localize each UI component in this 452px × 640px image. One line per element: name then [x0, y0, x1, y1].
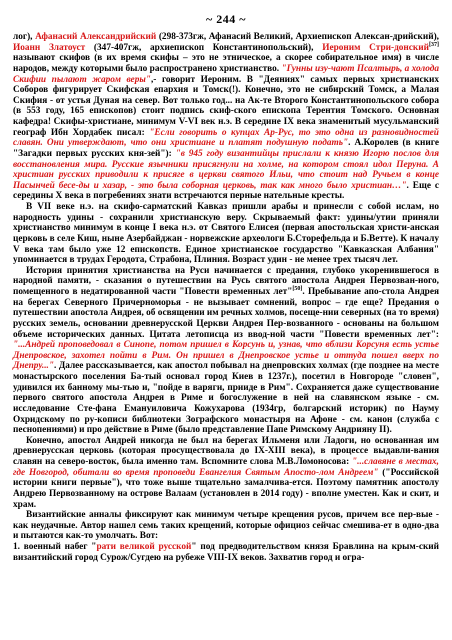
highlighted-text: "Гунны изу-чают Псалтырь, а холода Скифии пылают жаром веры": [13, 63, 439, 85]
highlighted-text: "Если говорить о купцах Ар-Рус, то это одна из разновидностей славян. Они утверждают, что они христиане и платят подушную подать": [13, 127, 439, 149]
text-run: называют скифов (в их время скифы – это не этническое, а скорее собирательное имя) в числе народов, между которыми было распространено христианство.: [13, 53, 439, 74]
paragraph-2: В VII веке н.э. на скифо-сарматский Кавказ пришли арабы и принесли с собой ислам, но народность удины - сохранили христианскую веру. Скрываемый факт: удины/утии приняли христианство минимум в конце I века н.э. от Святого Елисея (первая апостольская христи-анская церковь в селе Киш, ныне Азербайджан - норвежские археологи Б.Сторефельда и Б.Ветте). К началу V века там было уже 12 епископств. Единое христианское государство "Кавказская Албания" упоминается в трудах Геродота, Страбона, Плиния. Возраст удин - не менее трех тысяч лет.: [13, 202, 439, 266]
text-run: . Далее рассказывается, как апостол побывал на днепровских холмах (где позднее на месте монастырского поселения Ба-тый основал город Киев в 1237г.), посетил в Новгороде "словен", удивился их банному мы-тью и, "пойде в варяги, прииде в Рим". Сохраняется даже существование первого святого апостола Андрея в Риме и богослужение в ней на славянском языке - см. исследование Сте-фана Емануиловича Кожухарова (1934гр, болгарский историк) по Науму Охридскому по ру-кописи библиотеки Зографского монастыря на Афоне - см. канон (служба с песнопениями) и про действие в Риме (было представление Папе Римскому Андрияну II).: [13, 361, 439, 436]
footnote-ref: [37]: [428, 41, 439, 48]
footnote-ref: [50]: [292, 285, 303, 292]
text-run: " под предводительством князя Бравлина на крым-ский византийский город Сурож/Сугдею на рубеже VIII-IX веков. Захватив город и огра-: [13, 542, 440, 563]
text-run: ("Российской истории книги первые"), что тоже выше тщательно замалчива-ется. Поэтому памятник апостолу Андрею Первозванному на острове Валаам (установлен в 2014 году) - вполне уместен. Как и скит, и храм.: [13, 467, 439, 510]
highlighted-text: "...славяне в местах, где Новгород, обитали во время проповеди Евангелия Святым Апосто-лом Андреем": [13, 457, 439, 478]
paragraph-4: [13, 436, 439, 510]
highlighted-text: "в 945 году византийцы прислали к князю Игорю послов для восстановления мира. Русские язычники присягнули на холме, на котором стоял идол Перуна. А христиан русских приводили к присяге в церкви святого Ильи, что стоит над Ручьем в конце Пасынчей бесе-ды и хазар, - это была соборная церковь, так как много было христиан…": [13, 148, 439, 191]
paragraph-1: [13, 32, 439, 202]
text-run: (347-407гж, архиепископ Константинопольский),: [85, 42, 323, 53]
text-run: Конечно, апостол Андрей никогда не был на берегах Ильменя или Ладоги, но основанная им древнерусская церковь (которая просуществовала до IX-XIII века), в процессе выдавли-вания славян на северо-восток, была именно там. Вспомните слова М.В.Ломоносова:: [13, 435, 439, 467]
list-item-1: [13, 542, 439, 563]
text-run: 1. военный набег ": [13, 542, 97, 552]
highlighted-text: Афанасий Александрийский: [35, 32, 157, 42]
highlighted-text: "...Андрей проповедовал в Синопе, потом пришел в Корсунь и, узнав, что вблизи Корсуня есть устье Днепровское, захотел пойти в Рим. Он пришел в Днепровское устье и оттуда пошел вверх по Днепру...": [13, 340, 439, 372]
page-number: ~ 244 ~: [206, 12, 246, 26]
paragraph-3: [13, 266, 439, 436]
highlighted-text: Иоанн Златоуст: [13, 42, 86, 53]
text-run: . Еще с середины X века в погребениях знати встречаются перные нательные кресты.: [13, 180, 440, 202]
text-run: . А.Королев (в книге "Загадки первых русских кня-зей"):: [13, 138, 439, 159]
text-run: . Пребывание апо-стола Андрея на берегах Северного Причерноморья - не вызывает сомнений, вопрос – где еще? Предания о путешествии апостола Андрея, об освящении им речных холмов, посеще-нии северных (на то время) русских земель, основании древнерусской Церкви Андрея Пер-возванного - основаны на большом объеме исторических данных. Цитата летописца из ввод-ной части "Повести временных лет":: [13, 287, 439, 340]
page-body-text: [13, 32, 439, 563]
text-run: История принятия христианства на Руси начинается с предания, глубоко укоренившегося в народной памяти, - сказания о путешествии на Русь святого апостола Андрея Первозван-ного, помещенного в недатированной части "Повести временных лет": [13, 265, 439, 297]
paragraph-5: Византийские анналы фиксируют как минимум четыре крещения русов, причем все пер-вые - как неудачные. Автор нашел семь таких крещений, которые официоз сейчас смешива-ет в одно-два и пытаются как-то умолчать. Вот:: [13, 510, 439, 542]
text-run: ,- говорит Иероним. В "Деяниях" самых первых христианских Соборов фигурирует Скифская епархия и Томск(!). Конечно, это не сибирский Томск, а Малая Скифия - от устья Дуная на север. Вот только год... на Ак-те Второго Константинопольского собора (в 553 году, 165 епископов) стоит подпись скиф-ского епископа Терентия Томского. Основная кафедра! Скифы-христиане, минимум V-VI век н.э. В середине IX века знаменитый мусульманский географ Ибн Хордабек писал:: [13, 74, 439, 138]
highlighted-text: Иероним Стри-донский: [322, 42, 429, 53]
text-run: (298-373гж, Афанасий Великий, Архиепископ Алексан-дрийский),: [156, 32, 439, 42]
highlighted-text: рати великой русской: [96, 542, 192, 552]
text-run: лог),: [13, 32, 36, 42]
